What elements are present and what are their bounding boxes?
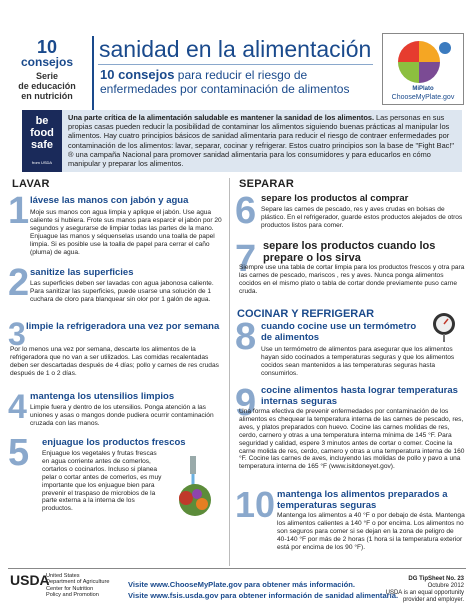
tip-title-5: enjuague los productos frescos — [42, 437, 186, 448]
tip-number-7: 7 — [235, 238, 257, 280]
column-divider — [229, 178, 230, 566]
tip-title-2: sanitize las superficies — [30, 267, 134, 278]
myplate-logo — [382, 33, 464, 105]
tip-number-9: 9 — [235, 382, 257, 424]
tip-title-10: mantenga los alimentos preparados a temperaturas seguras — [277, 489, 448, 511]
title-rule — [98, 64, 373, 65]
tip-title-9: cocine alimentos hasta lograr temperaturas internas seguras — [261, 385, 458, 407]
tipsheet-info: DG TipSheet No. 23 Octubre 2012 USDA is an equal opportunity provider and employer. — [385, 576, 464, 603]
tip-title-3: limpie la refrigeradora una vez por semana — [26, 321, 220, 332]
section-lavar: LAVAR — [12, 178, 50, 190]
tip-title-4: mantenga los utensilios limpios — [30, 391, 175, 402]
series-badge — [8, 38, 86, 101]
tip-number-6: 6 — [235, 190, 257, 232]
visit-fsis-link[interactable]: Visite www.fsis.usda.gov para obtener información de sanidad alimentaria. — [128, 591, 399, 600]
tip-body-9: Una forma efectiva de prevenir enfermedades por contaminación de los alimentos es chequear la temperatura interna de las carnes de pescado, res, aves, y platos preparados con huevo. Cocine las carnes molidas de res, cerdo, carnero y otras a una temperatura interna mínima de 145 °F. Para seguridad y calidad, espere 3 minutos antes de cortar o comer. Cocine la carne molida de res, cerdo, carnero y otras a una temperatura interna de 160 °F. Cocine las carnes de aves, incluyendo las molidas de pollo y pavo a una temperatura interna de 165 °F (www.isitdoneyet.gov). — [239, 408, 465, 471]
tip-body-7: Siempre use una tabla de cortar limpia para los productos frescos y otra para las carnes de pescado, mariscos , res y aves. Nunca ponga alimentos cocidos en el mismo plato o tabla de cortar donde previamente puso carne cruda. — [239, 264, 465, 295]
series-number: 10 — [36, 37, 58, 57]
be-food-safe-logo: be food safe from USDA — [22, 110, 62, 172]
section-cocinar: COCINAR Y REFRIGERAR — [237, 308, 375, 320]
tip-body-2: Las superficies deben ser lavadas con agua jabonosa caliente. Para sanitizar las superficies, puede usarse una solución de 1 cuchara de cloro para blanquear sin olor por 1 galón de agua. — [30, 280, 214, 303]
tip-number-10: 10 — [235, 484, 276, 525]
tip-title-1: lávese las manos con jabón y agua — [30, 195, 189, 206]
tip-title-6: separe los productos al comprar — [261, 193, 409, 204]
section-separar: SEPARAR — [239, 178, 295, 190]
tip-body-6: Separe las carnes de pescado, res y aves crudas en bolsas de plástico. En el refrigerador, guarde estos productos alejados de otros productos listos para comer. — [261, 206, 463, 229]
page-subtitle: 10 consejos para reducir el riesgo de enfermedades por contaminación de alimentos — [100, 67, 350, 96]
plate-brand: ChooseMyPlate.gov — [391, 94, 455, 101]
tip-body-3: Por lo menos una vez por semana, descarte los alimentos de la refrigeradora que no van a ser utilizados. Las comidas recalentadas deben ser descartadas después de 4 días; pollo y carnes de res crudas después de 1 o 2 días. — [10, 346, 219, 377]
series-label: Serie de educación en nutrición — [18, 71, 76, 101]
tip-body-8: Use un termómetro de alimentos para asegurar que los alimentos hayan sido cocinados a temperaturas seguras y que los alimentos cocidos sean mantenidos a las temperaturas seguras hasta consumirlos. — [261, 346, 455, 377]
tip-number-3: 3 — [8, 316, 26, 352]
tip-title-8: cuando cocine use un termómetro de alimentos — [261, 321, 417, 343]
tip-number-2: 2 — [8, 262, 30, 304]
tip-number-8: 8 — [235, 316, 257, 358]
produce-rinse-illustration — [164, 456, 226, 518]
plate-icon — [393, 38, 453, 86]
intro-text: Una parte crítica de la alimentación saludable es mantener la sanidad de los alimentos. Las personas en sus propias casas pueden reducir la posibilidad de contaminar los alimentos siguiendo buenas prácticas al manipular los alimentos. Hay cuatro principios básicos de sanidad alimentaria para reducir el riesgo de contraer enfermedades por contaminación de los alimentos: lavar, separar, cocinar y refrigerar. Estos cuatro principios son la base de "Fight Bac!" ® una campaña Nacional para promover sanidad alimentaria para los consumidores y para educarlos en cómo manipular y preparar los alimentos. — [68, 113, 455, 169]
intro-band — [22, 110, 462, 172]
tip-number-4: 4 — [8, 388, 27, 426]
tip-number-1: 1 — [8, 190, 30, 232]
page-title: sanidad en la alimentación — [99, 36, 372, 62]
usda-logo: USDA United States Department of Agriculture Center for Nutrition Policy and Promotion — [10, 573, 50, 587]
tip-body-1: Moje sus manos con agua limpia y aplique el jabón. Use agua caliente si hubiera. Frote sus manos para esparcir el jabón por 20 segundos y asegurarse de limpiar todas las partes de la mano. Enjuague las manos y séquenselas usando una toalla de papel limpia. Si es posible use la toalla de papel para cerrar el caño (pluma) de agua. — [30, 209, 222, 256]
visit-myplate-link[interactable]: Visite www.ChooseMyPlate.gov para obtener más información. — [128, 580, 356, 589]
tip-number-5: 5 — [8, 432, 30, 474]
tip-body-5: Enjuague los vegetales y frutas frescas en agua corriente antes de comerlos, cortarlos o cocinarlos. Incluso si planea pelar o cortar antes de comerlos, es muy importante que los enjuague bien para prevenir el traspaso de microbios de la parte externa a la interna de los productos. — [42, 450, 162, 513]
series-word: consejos — [20, 55, 74, 69]
plate-label: MiPlato — [412, 86, 434, 92]
thermometer-icon — [427, 312, 461, 342]
usda-agency: United States Department of Agriculture Center for Nutrition Policy and Promotion — [46, 573, 110, 598]
header-divider — [92, 36, 94, 114]
footer-rule — [8, 568, 466, 569]
tip-body-4: Limpie fuera y dentro de los utensilios. Ponga atención a las uniones y asas o mangos donde pudiera ocurrir contaminación cruzada con las manos. — [30, 404, 214, 427]
tip-body-10: Mantenga los alimentos a 40 °F o por debajo de ésta. Mantenga los alimentos calientes a 140 °F o por encima. Los alimentos no son seguros para comer si se dejan en la zona de peligro de 40-140 °F por más de 2 horas (1 hora si la temperatura exterior está por encima de los 90 °F). — [277, 512, 465, 551]
tip-title-7: separe los productos cuando los prepare o los sirva — [263, 240, 436, 264]
